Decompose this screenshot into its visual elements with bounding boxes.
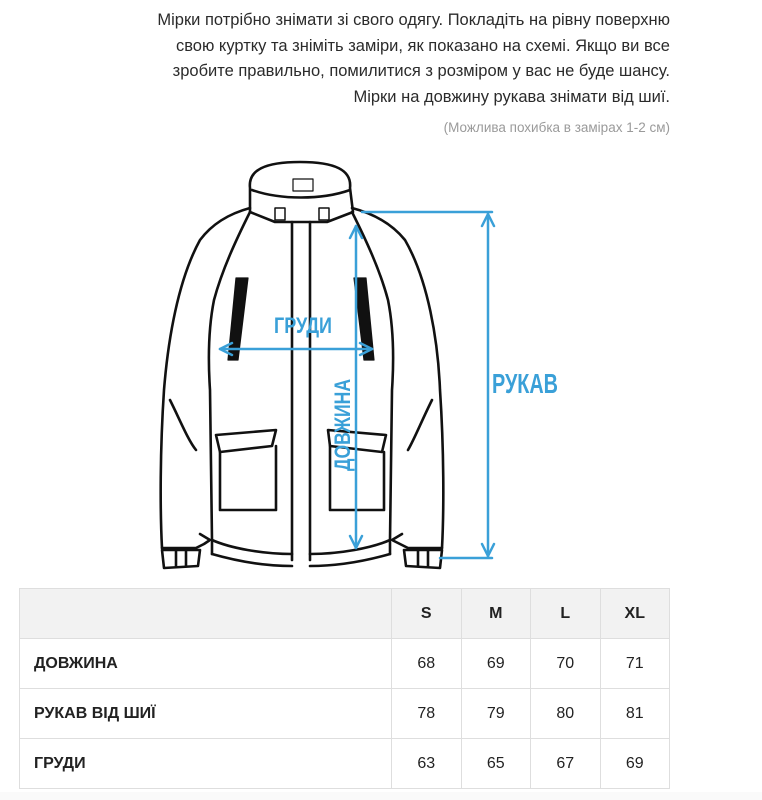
intro-text — [30, 8, 670, 110]
cell-value: 65 — [461, 739, 531, 789]
row-label-sleeve: РУКАВ ВІД ШИЇ — [20, 689, 392, 739]
intro-line-1: Мірки потрібно знімати зі свого одягу. Покладіть на рівну поверхню — [157, 11, 670, 29]
header-size-s: S — [392, 589, 462, 639]
row-label-chest: ГРУДИ — [20, 739, 392, 789]
measurement-lines — [220, 212, 494, 558]
cell-value: 69 — [600, 739, 670, 789]
sleeve-label: РУКАВ — [492, 368, 558, 399]
intro-line-2: свою куртку та зніміть заміри, як показано на схемі. Якщо ви все — [175, 36, 670, 55]
row-label-length: ДОВЖИНА — [20, 639, 392, 689]
cell-value: 69 — [461, 639, 531, 689]
cell-value: 63 — [392, 739, 462, 789]
size-table — [19, 588, 670, 789]
table-row — [20, 639, 670, 689]
cell-value: 81 — [600, 689, 670, 739]
header-size-l: L — [531, 589, 601, 639]
measurement-labels — [274, 313, 558, 471]
cell-value: 70 — [531, 639, 601, 689]
intro-line-3: зробите правильно, помилитися з розміром у вас не буде шансу. — [172, 62, 670, 80]
chest-label: ГРУДИ — [274, 313, 332, 338]
bottom-strip — [0, 792, 762, 800]
cell-value: 67 — [531, 739, 601, 789]
cell-value: 78 — [392, 689, 462, 739]
header-blank — [20, 589, 392, 639]
intro-line-4: Мірки на довжину рукава знімати від шиї. — [353, 87, 670, 106]
jacket-illustration — [161, 162, 444, 568]
cell-value: 68 — [392, 639, 462, 689]
cell-value: 80 — [531, 689, 601, 739]
jacket-measurement-diagram — [0, 150, 762, 575]
cell-value: 79 — [461, 689, 531, 739]
header-size-xl: XL — [600, 589, 670, 639]
size-table-header-row — [20, 589, 670, 639]
cell-value: 71 — [600, 639, 670, 689]
length-label: ДОВЖИНА — [330, 355, 355, 471]
header-size-m: M — [461, 589, 531, 639]
table-row — [20, 689, 670, 739]
table-row — [20, 739, 670, 789]
measurement-error-note: (Можлива похибка в замірах 1-2 см) — [443, 120, 670, 135]
